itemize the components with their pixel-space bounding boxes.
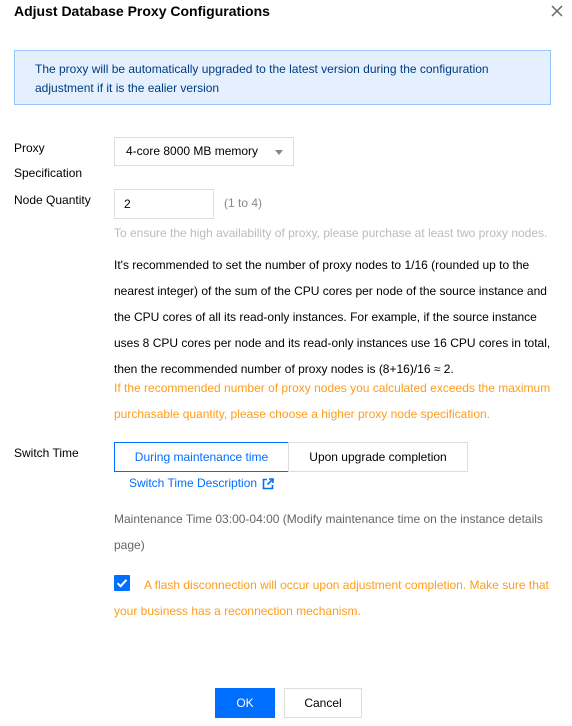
node-quantity-input[interactable]	[114, 189, 214, 219]
proxy-spec-label-line2: Specification	[14, 166, 83, 180]
cancel-button[interactable]: Cancel	[284, 688, 362, 718]
switch-time-label: Switch Time	[14, 446, 79, 460]
switch-time-description-link[interactable]: Switch Time Description	[129, 476, 258, 490]
maintenance-time-text: Maintenance Time 03:00-04:00 (Modify maintenance time on the instance details page)	[114, 512, 543, 552]
close-icon[interactable]	[548, 2, 566, 20]
node-quantity-warning: If the recommended number of proxy nodes you calculated exceeds the maximum purchasable quantity, please choose a higher proxy node specification.	[114, 381, 551, 421]
option-upon-upgrade[interactable]: Upon upgrade completion	[288, 442, 468, 472]
proxy-spec-select[interactable]	[114, 137, 294, 166]
upgrade-notice: The proxy will be automatically upgraded to the latest version during the configuration adjustment if it is the ealier version	[14, 50, 551, 105]
node-quantity-recommendation: It's recommended to set the number of proxy nodes to 1/16 (rounded up to the nearest integer) of the sum of the CPU cores per node of the source instance and the CPU cores of all its read-only instances. For example, if the source instance uses 8 CPU cores per node and its read-only instances use 16 CPU cores in total, then the recommended number of proxy nodes is (8+16)/16 ≈ 2.	[114, 258, 551, 376]
node-quantity-label: Node Quantity	[14, 193, 91, 207]
option-during-maintenance[interactable]: During maintenance time	[114, 442, 289, 472]
caret-down-icon	[275, 150, 283, 155]
dialog-title: Adjust Database Proxy Configurations	[14, 3, 270, 19]
node-quantity-range: (1 to 4)	[224, 196, 263, 210]
proxy-spec-selected-value: 4-core 8000 MB memory	[126, 144, 259, 158]
node-quantity-hint: To ensure the high availability of proxy, please purchase at least two proxy nodes.	[114, 226, 548, 240]
external-link-icon[interactable]	[262, 478, 274, 490]
proxy-spec-label	[14, 136, 82, 186]
ok-button[interactable]: OK	[215, 688, 275, 718]
confirm-text: A flash disconnection will occur upon adjustment completion. Make sure that your business has a reconnection mechanism.	[114, 578, 549, 618]
proxy-spec-label-line1: Proxy	[14, 141, 45, 155]
